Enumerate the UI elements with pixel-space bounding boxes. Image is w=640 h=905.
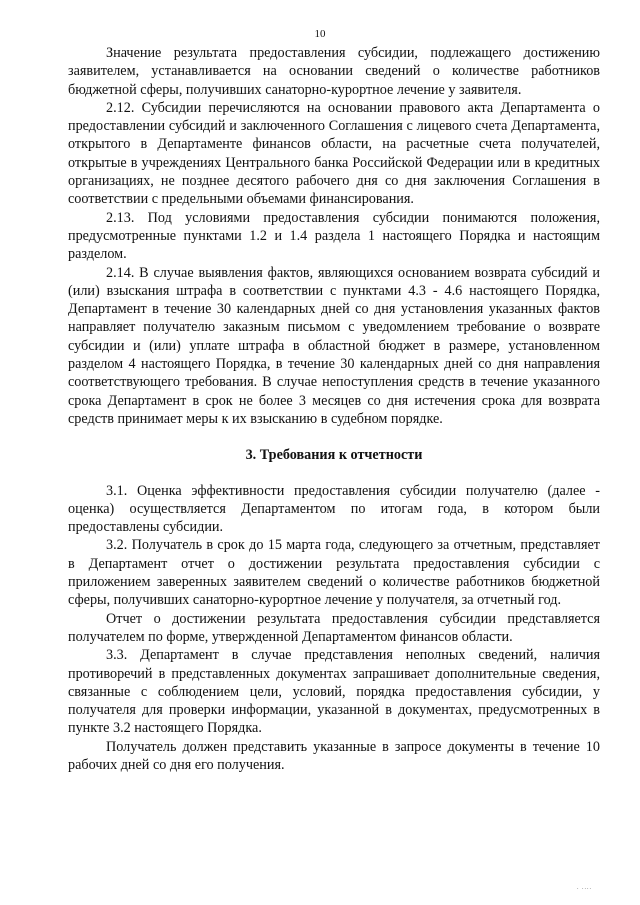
- paragraph-result-value: Значение результата предоставления субсидии, подлежащего достижению заявителем, устанавливается на основании сведений о количестве работников бюджетной сферы, получивших санаторно-курортное лечение у заявителя.: [68, 45, 600, 98]
- paragraph-3-2: 3.2. Получатель в срок до 15 марта года, следующего за отчетным, представляет в Департамент отчет о достижении результата предоставления субсидии с приложением заверенных заявителем сведений о количестве работников бюджетной сферы, получивших санаторно-курортное лечение у получателя, за отчетный год.: [68, 537, 600, 609]
- page-number: 10: [314, 28, 326, 40]
- paragraph-3-3: 3.3. Департамент в случае представления неполных сведений, наличия противоречий в представленных документах запрашивает дополнительные сведения, связанные с соблюдением цели, условий, порядка предоставления субсидии, у получателя для проверки информации, указанной в документах, предусмотренных в пункте 3.2 настоящего Порядка.: [68, 647, 600, 737]
- paragraph-2-12: 2.12. Субсидии перечисляются на основании правового акта Департамента о предоставлении субсидий и заключенного Соглашения с лицевого счета Департамента, открытого в Департаменте финансов области, на расчетные счета получателей, открытые в учреждениях Центрального банка Российской Федерации или в кредитных организациях, не позднее десятого рабочего дня со дня заключения Соглашения в соответствии с предельными объемами финансирования.: [68, 99, 600, 208]
- section-heading-reporting: 3. Требования к отчетности: [245, 447, 423, 464]
- footer-mark: . ....: [577, 885, 592, 891]
- paragraph-2-13: 2.13. Под условиями предоставления субсидии понимаются положения, предусмотренные пунктами 1.2 и 1.4 раздела 1 настоящего Порядка и настоящим разделом.: [68, 209, 600, 263]
- paragraph-report-form: Отчет о достижении результата предоставления субсидии представляется получателем по форме, утвержденной Департаментом финансов области.: [68, 610, 600, 645]
- paragraph-2-14: 2.14. В случае выявления фактов, являющихся основанием возврата субсидий и (или) взыскания штрафа в соответствии с пунктами 4.3 - 4.6 настоящего Порядка, Департамент в течение 30 календарных дней со дня установления указанных фактов направляет получателю заказным письмом с уведомлением требование о возврате субсидии и (или) уплате штрафа в областной бюджет в размере, установленном разделом 4 настоящего Порядка, в течение 30 календарных дней со дня направления соответствующего требования. В случае непоступления средств в течение указанного срока Департамент в срок не более 3 месяцев со дня истечения срока для возврата средств принимает меры к их взысканию в судебном порядке.: [68, 264, 600, 427]
- paragraph-3-1: 3.1. Оценка эффективности предоставления субсидии получателю (далее - оценка) осуществляется Департаментом по итогам года, в котором были предоставлены субсидии.: [68, 482, 600, 536]
- document-body: [68, 44, 600, 774]
- paragraph-documents-deadline: Получатель должен представить указанные в запросе документы в течение 10 рабочих дней со дня его получения.: [68, 738, 600, 773]
